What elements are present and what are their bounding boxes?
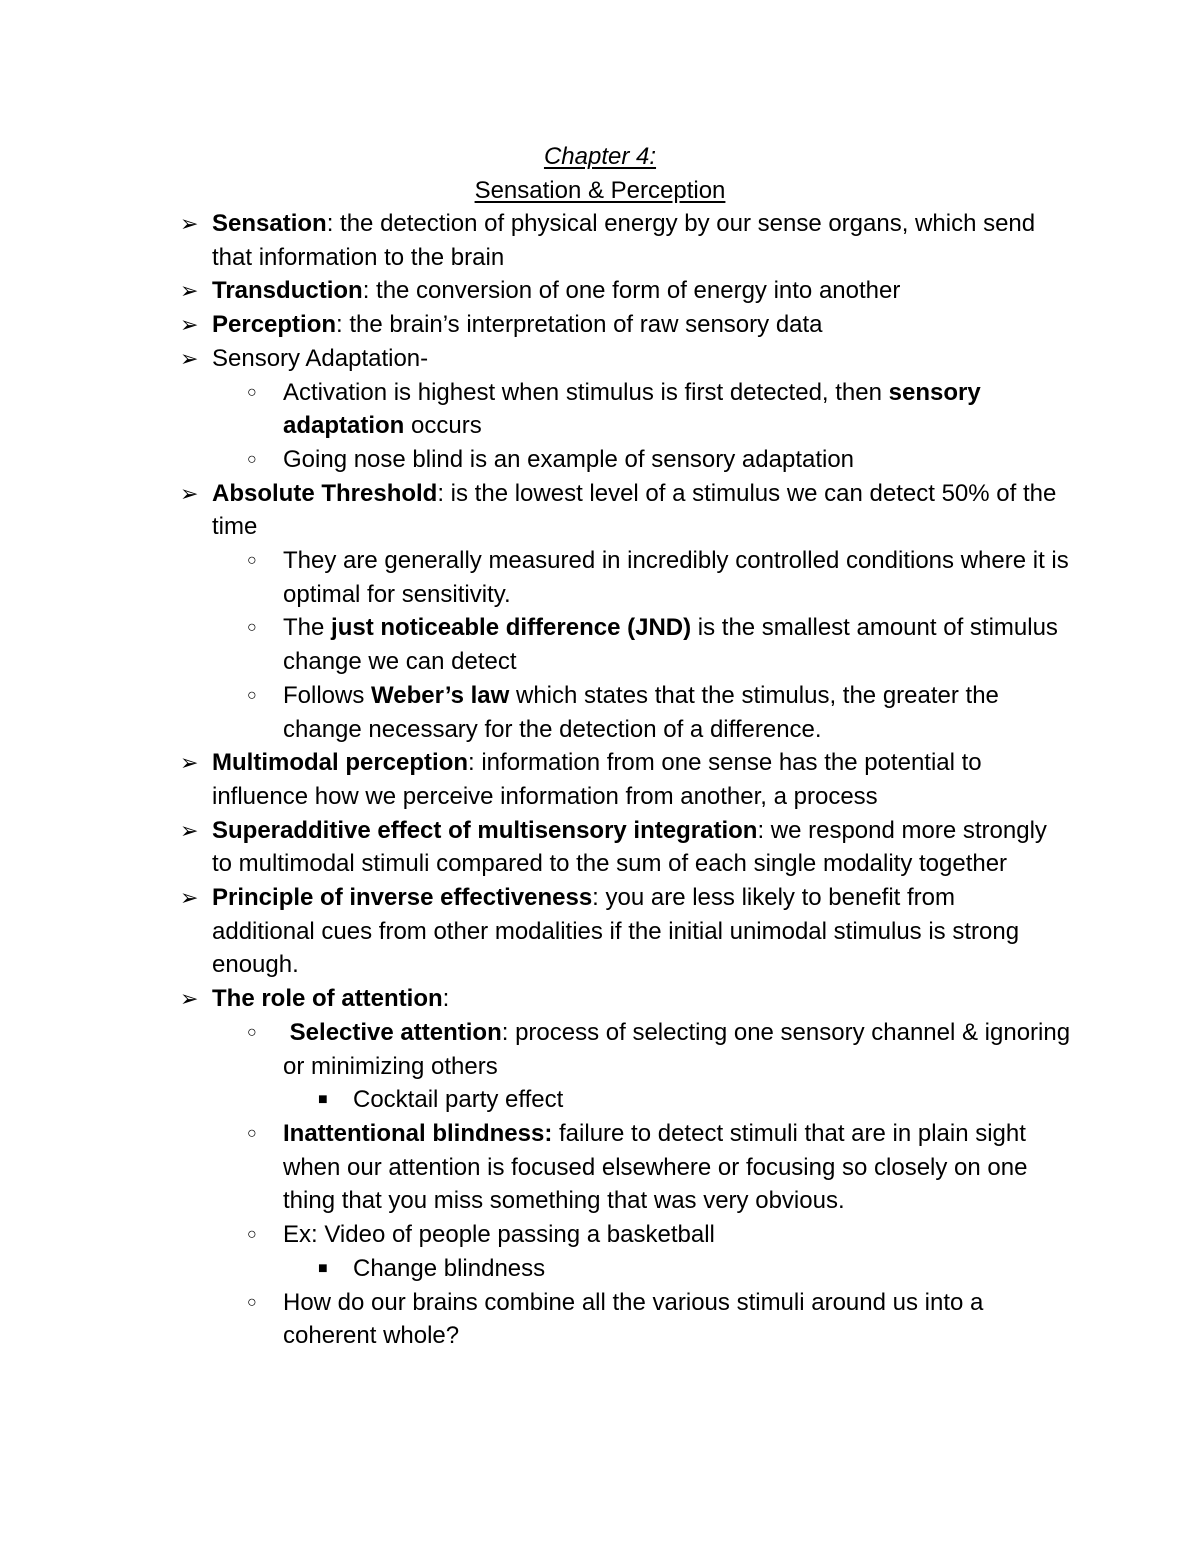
- term: Selective attention: [289, 1018, 502, 1046]
- circle-bullet-icon: ○: [247, 552, 257, 570]
- list-item: [0, 611, 1073, 678]
- list-item: [0, 814, 1062, 881]
- circle-bullet-icon: ○: [247, 1226, 257, 1244]
- definition: : you are less likely to benefit from additional cues from other modalities if the initial unimodal stimulus is strong enough.: [212, 884, 1020, 979]
- chapter-heading: Chapter 4:: [543, 143, 657, 170]
- list-item: [0, 1016, 1073, 1083]
- arrow-bullet-icon: ➢: [180, 817, 199, 843]
- list-item: [0, 544, 1073, 611]
- list-item: [0, 1117, 1073, 1218]
- circle-bullet-icon: ○: [247, 1293, 257, 1311]
- note-text: They are generally measured in incredibly controlled conditions where it is optimal for sensitivity.: [283, 547, 1069, 608]
- note-text: : process of selecting one sensory channel & ignoring or minimizing others: [283, 1018, 1071, 1080]
- list-item: [0, 881, 1062, 982]
- list-item: [0, 746, 1062, 813]
- note-text: Change blindness: [353, 1254, 546, 1282]
- list-item: [0, 477, 1062, 544]
- note-text: Going nose blind is an example of sensory adaptation: [283, 445, 855, 473]
- arrow-bullet-icon: ➢: [180, 750, 199, 776]
- term: sensory adaptation: [283, 378, 981, 440]
- note-text: The: [283, 614, 332, 642]
- circle-bullet-icon: ○: [247, 619, 257, 637]
- definition: : the brain’s interpretation of raw sensory data: [336, 311, 823, 339]
- note-text: Follows: [283, 681, 372, 709]
- definition: : information from one sense has the potential to influence how we perceive information from another, a process: [212, 749, 982, 810]
- note-text: Cocktail party effect: [353, 1086, 564, 1114]
- term: Principle of inverse effectiveness: [212, 884, 593, 912]
- list-item: [0, 274, 1062, 308]
- note-text: occurs: [404, 412, 482, 440]
- arrow-bullet-icon: ➢: [180, 312, 199, 338]
- arrow-bullet-icon: ➢: [180, 278, 199, 304]
- note-text: which states that the stimulus, the greater the change necessary for the detection of a difference.: [283, 681, 999, 743]
- circle-bullet-icon: ○: [247, 686, 257, 704]
- term: Sensation: [212, 210, 327, 237]
- note-text: How do our brains combine all the various stimuli around us into a coherent whole?: [283, 1288, 984, 1350]
- square-bullet-icon: ■: [318, 1259, 328, 1277]
- term: Weber’s law: [371, 681, 510, 709]
- arrow-bullet-icon: ➢: [180, 480, 199, 506]
- definition: : we respond more strongly to multimodal stimuli compared to the sum of each single modality together: [212, 816, 1047, 878]
- list-item: [0, 1083, 1073, 1117]
- note-text: Sensory Adaptation-: [212, 344, 429, 372]
- notes-list: [0, 207, 1200, 1353]
- list-item: [0, 679, 1073, 746]
- term: The role of attention: [212, 985, 443, 1013]
- chapter-subtitle: Sensation & Perception: [474, 176, 726, 204]
- term: Multimodal perception: [212, 749, 469, 777]
- square-bullet-icon: ■: [318, 1091, 328, 1109]
- note-text: Ex: Video of people passing a basketball: [283, 1221, 715, 1249]
- term: Perception: [212, 311, 337, 339]
- list-item: [0, 1252, 1073, 1286]
- list-item: [0, 308, 1062, 342]
- list-item: [0, 207, 1062, 274]
- definition: : the detection of physical energy by our sense organs, which send that information to the brain: [212, 210, 1036, 271]
- definition: :: [442, 985, 450, 1013]
- circle-bullet-icon: ○: [247, 1124, 257, 1142]
- term: Inattentional blindness:: [283, 1119, 553, 1147]
- list-item: [0, 1286, 1073, 1353]
- term: just noticeable difference (JND): [331, 614, 692, 642]
- definition: : the conversion of one form of energy into another: [362, 277, 901, 305]
- note-text: failure to detect stimuli that are in plain sight when our attention is focused elsewhere or focusing so closely on one thing that you miss something that was very obvious.: [283, 1119, 1028, 1215]
- circle-bullet-icon: ○: [247, 450, 257, 468]
- circle-bullet-icon: ○: [247, 383, 257, 401]
- list-item: [0, 376, 1073, 443]
- list-item: [0, 1218, 1073, 1252]
- arrow-bullet-icon: ➢: [180, 345, 199, 371]
- circle-bullet-icon: ○: [247, 1023, 257, 1041]
- list-item: [0, 342, 1062, 376]
- list-item: [0, 982, 1062, 1016]
- list-item: [0, 443, 1073, 477]
- note-text: Activation is highest when stimulus is first detected, then: [283, 378, 889, 406]
- note-text: is the smallest amount of stimulus change we can detect: [283, 614, 1058, 676]
- note-text: [283, 1019, 290, 1046]
- term: Transduction: [212, 277, 363, 305]
- definition: : is the lowest level of a stimulus we can detect 50% of the time: [212, 479, 1057, 541]
- term: Superadditive effect of multisensory integration: [212, 816, 758, 844]
- term: Absolute Threshold: [212, 479, 438, 507]
- arrow-bullet-icon: ➢: [180, 885, 199, 911]
- arrow-bullet-icon: ➢: [180, 211, 199, 236]
- arrow-bullet-icon: ➢: [180, 986, 199, 1012]
- title-block: [0, 140, 1200, 207]
